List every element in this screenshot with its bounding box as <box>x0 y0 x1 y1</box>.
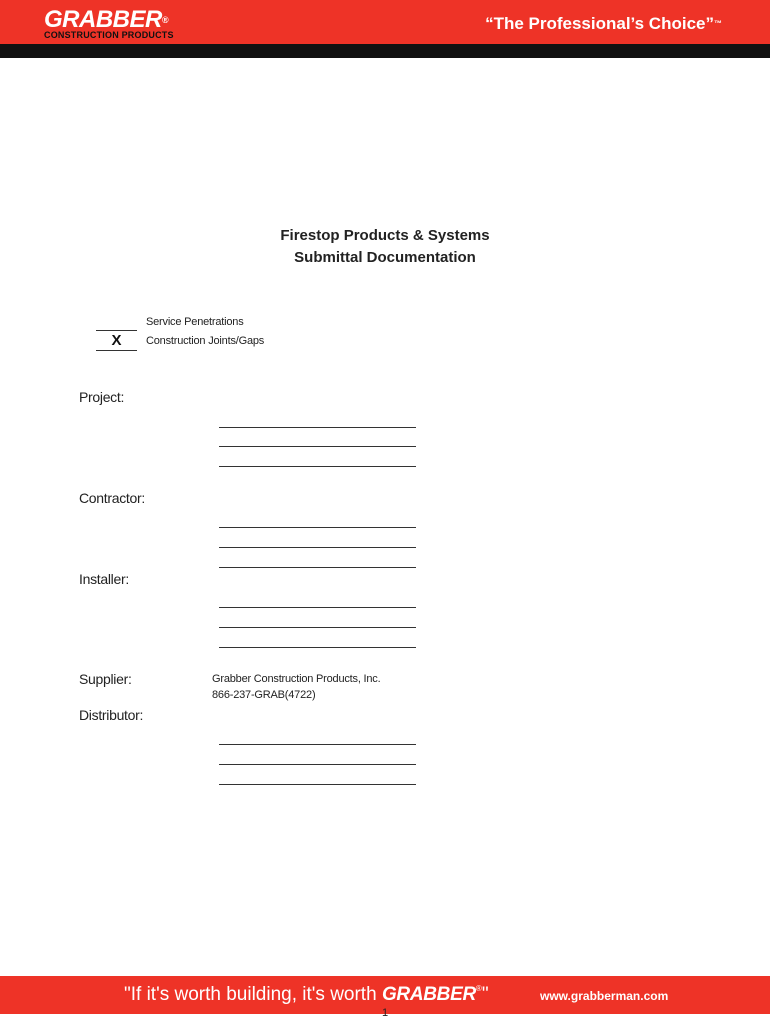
logo-text: GRABBER <box>44 6 162 33</box>
footer-slogan-suffix: " <box>481 984 489 1005</box>
tagline-text: “The Professional’s Choice” <box>485 14 714 33</box>
service-penetrations-checkbox[interactable] <box>96 312 137 331</box>
distributor-blank-2[interactable] <box>219 764 416 765</box>
project-label: Project: <box>79 389 125 405</box>
footer-registered-mark: ® <box>475 984 482 993</box>
header-rule <box>0 44 770 58</box>
construction-joints-label: Construction Joints/Gaps <box>146 335 265 347</box>
service-penetrations-label: Service Penetrations <box>146 316 244 328</box>
page-number: 1 <box>381 1007 389 1019</box>
website-link[interactable]: www.grabberman.com <box>540 989 669 1003</box>
distributor-blank-1[interactable] <box>219 744 416 745</box>
footer-brand: GRABBER <box>381 984 476 1005</box>
document-title-line-1: Firestop Products & Systems <box>280 227 490 244</box>
installer-blank-3[interactable] <box>219 647 416 648</box>
grabber-logo <box>44 8 168 32</box>
installer-blank-2[interactable] <box>219 627 416 628</box>
distributor-label: Distributor: <box>79 707 144 723</box>
logo-subtitle: CONSTRUCTION PRODUCTS <box>44 30 174 40</box>
contractor-blank-1[interactable] <box>219 527 416 528</box>
supplier-phone: 866-237-GRAB(4722) <box>212 689 316 701</box>
contractor-label: Contractor: <box>79 490 145 506</box>
contractor-blank-3[interactable] <box>219 567 416 568</box>
installer-blank-1[interactable] <box>219 607 416 608</box>
project-blank-1[interactable] <box>219 427 416 428</box>
installer-label: Installer: <box>79 571 129 587</box>
tagline <box>485 14 722 34</box>
project-blank-3[interactable] <box>219 466 416 467</box>
construction-joints-checkbox[interactable]: X <box>96 332 137 351</box>
supplier-label: Supplier: <box>79 671 132 687</box>
distributor-blank-3[interactable] <box>219 784 416 785</box>
header-bar <box>0 0 770 44</box>
trademark-mark: ™ <box>714 19 722 28</box>
logo-registered-mark: ® <box>161 15 168 25</box>
footer-slogan <box>124 984 489 1006</box>
footer-slogan-prefix: "If it's worth building, it's worth <box>124 984 382 1005</box>
contractor-blank-2[interactable] <box>219 547 416 548</box>
document-title-line-2: Submittal Documentation <box>294 249 476 266</box>
supplier-name: Grabber Construction Products, Inc. <box>212 673 381 685</box>
project-blank-2[interactable] <box>219 446 416 447</box>
